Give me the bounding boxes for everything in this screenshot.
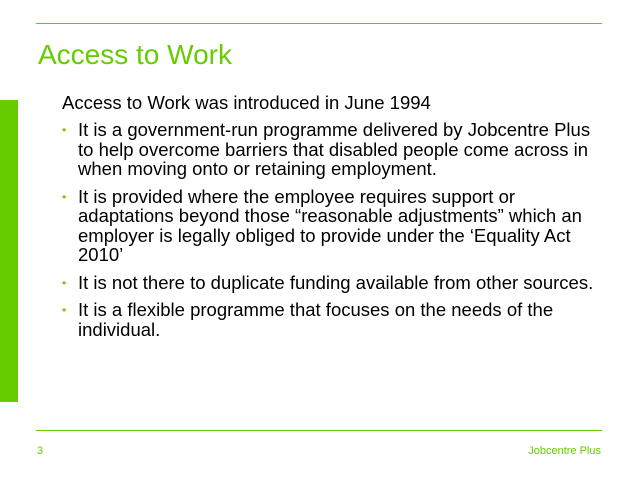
bullet-text: It is not there to duplicate funding available from other sources. bbox=[78, 271, 594, 293]
bullet-item bbox=[62, 300, 602, 339]
intro-text: Access to Work was introduced in June 1994 bbox=[62, 92, 431, 113]
bullet-icon: • bbox=[62, 275, 67, 290]
side-accent-bar bbox=[0, 100, 18, 402]
bullet-item bbox=[62, 187, 602, 265]
bullet-icon: • bbox=[62, 189, 67, 204]
footer-brand: Jobcentre Plus bbox=[528, 445, 601, 457]
bullet-icon: • bbox=[62, 303, 67, 317]
bullet-item bbox=[62, 273, 602, 293]
bullet-item bbox=[62, 120, 602, 179]
bullet-text: It is a government-run programme delivered by Jobcentre Plus to help overcome barriers that disabled people come across in when moving onto or retaining employment. bbox=[78, 119, 591, 179]
bullet-text: It is a flexible programme that focuses on the needs of the individual. bbox=[78, 299, 554, 340]
slide-body bbox=[62, 92, 602, 347]
bullet-icon: • bbox=[62, 123, 67, 137]
slide-title: Access to Work bbox=[38, 39, 232, 70]
top-divider bbox=[36, 23, 602, 24]
page-number: 3 bbox=[37, 445, 44, 457]
bullet-list bbox=[62, 120, 602, 339]
bullet-text: It is provided where the employee requires support or adaptations beyond those “reasonable adjustments” which an employer is legally obliged to provide under the ‘Equality Act 2010’ bbox=[78, 185, 582, 265]
bottom-divider bbox=[36, 430, 602, 431]
